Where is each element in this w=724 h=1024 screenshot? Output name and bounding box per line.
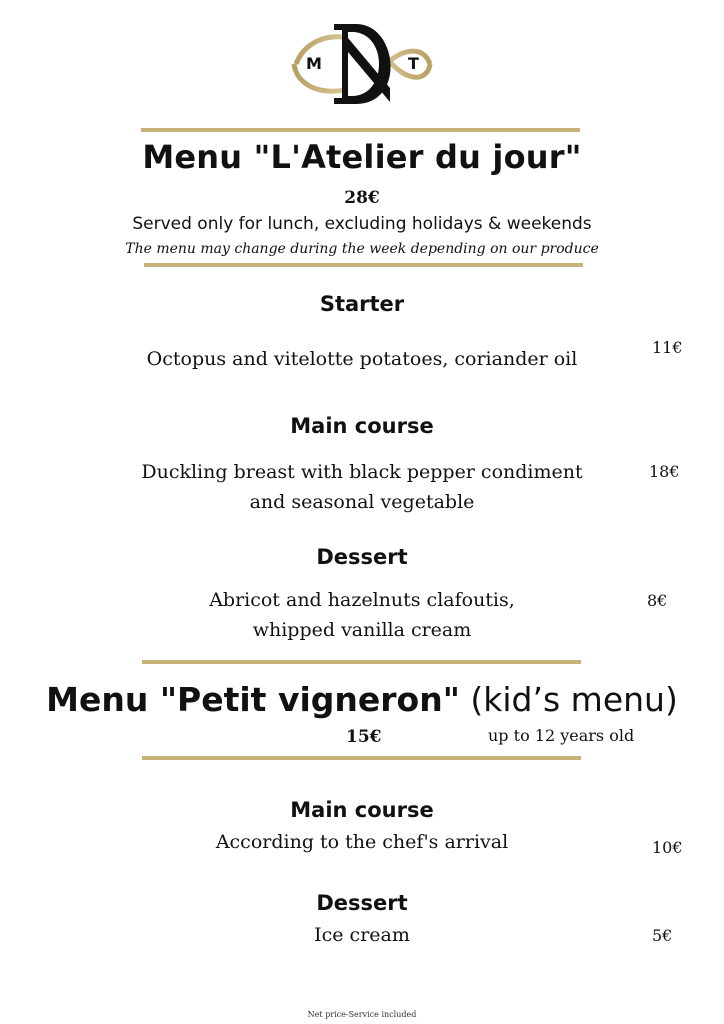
starter-heading: Starter	[319, 292, 405, 316]
menu2-age-note: up to 12 years old	[488, 726, 635, 745]
starter-price: 11€	[652, 338, 683, 357]
kids-main-course-dish	[0, 827, 724, 857]
dish-line: Ice cream	[314, 924, 410, 946]
menu2-price: 15€	[346, 727, 382, 747]
menu2-title-kids: (kid’s menu)	[470, 680, 678, 719]
footer-note: Net price-Service included	[307, 1010, 417, 1019]
dish-line: and seasonal vegetable	[249, 491, 475, 513]
main-course-heading: Main course	[290, 414, 434, 438]
top-divider	[141, 128, 580, 132]
dish-line: Abricot and hazelnuts clafoutis,	[209, 589, 515, 611]
kids-main-course-price: 10€	[652, 838, 683, 857]
dessert-dish	[0, 585, 724, 645]
kids-main-course-heading: Main course	[290, 798, 434, 822]
starter-dish	[0, 344, 724, 374]
dish-line: whipped vanilla cream	[252, 619, 472, 641]
menu2-title-main: Menu "Petit vigneron"	[46, 680, 460, 719]
menu1-note: The menu may change during the week depending on our produce	[125, 241, 599, 257]
menu1-title: Menu "L'Atelier du jour"	[142, 138, 582, 176]
main-course-price: 18€	[649, 462, 680, 481]
dish-line: Octopus and vitelotte potatoes, coriander oil	[146, 348, 578, 370]
menu1-subtitle: Served only for lunch, excluding holidays & weekends	[132, 214, 592, 234]
dessert-heading: Dessert	[316, 545, 408, 569]
menu2-header-divider	[142, 756, 581, 760]
menu1-header-divider	[144, 263, 583, 267]
kids-dessert-price: 5€	[652, 926, 673, 945]
menu2-title	[0, 680, 724, 719]
dish-line: Duckling breast with black pepper condiment	[141, 461, 583, 483]
menu2-top-divider	[142, 660, 581, 664]
kids-dessert-dish	[0, 920, 724, 950]
main-course-dish	[0, 457, 724, 517]
dessert-price: 8€	[647, 591, 668, 610]
menu1-price: 28€	[344, 188, 380, 208]
logo-letter-right: T	[408, 54, 419, 73]
dish-line: According to the chef's arrival	[215, 831, 509, 853]
logo-letter-left: M	[306, 54, 322, 73]
kids-dessert-heading: Dessert	[316, 891, 408, 915]
restaurant-logo	[290, 18, 434, 110]
